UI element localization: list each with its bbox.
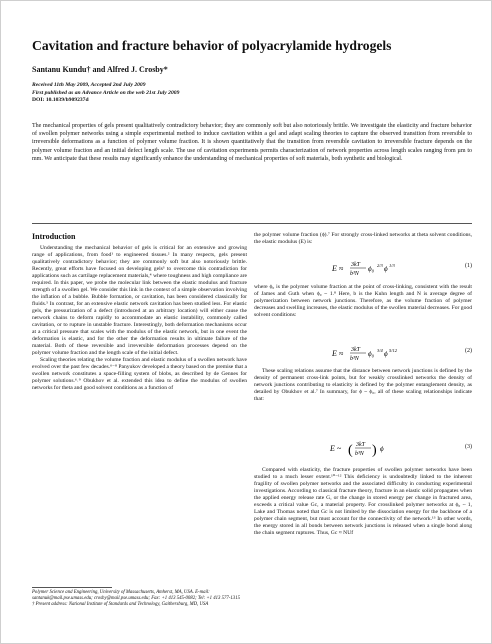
affiliation-footnote: Polymer Science and Engineering, University of Massachusetts, Amherst, MA, USA. E-mail: santanuk@mail.pse.umass.edu; crosby@mail.pse.umass.edu; Fax: +1 413 545-0082; Tel: +1 413 577-1315 xyxy=(32,590,240,602)
received-dates: Received 11th May 2009, Accepted 2nd July 2009 xyxy=(32,82,146,88)
svg-text:(: ( xyxy=(348,443,353,458)
svg-text:5/12: 5/12 xyxy=(389,348,398,353)
equation-1-formula xyxy=(254,257,404,279)
svg-text:3kT: 3kT xyxy=(356,442,365,448)
article-authors: Santanu Kundu† and Alfred J. Crosby* xyxy=(32,65,168,74)
published-date: First published as an Advance Article on the web 21st July 2009 xyxy=(32,89,180,96)
footnote-divider xyxy=(32,587,112,588)
paragraph: Understanding the mechanical behavior of gels is critical for an extensive and growing range of applications, from food¹ to engineered tissues.² In many respects, gels present qualitatively contradictory behavior; they are commonly soft but also notoriously brittle. Recently, great efforts have focused on developing gels³ to overcome this contradiction for applications such as cartilage replacement materials,⁴ where toughness and high compliance are required. In this paper, we probe the molecular link between the elastic modulus and fracture strength of a swollen gel. We consider this link in the context of a simple observation involving the inflation of a bubble. Bubble formation, or cavitation, has been considered classically for fluids.⁵ In contrast, for an extensive elastic network cavitation has been studied less. For elastic gels, the pressurization of a defect (introduced at an arbitrary location) will either cause the network chains to deform rapidly to accommodate an elastic instability, commonly called cavitation, or to rupture in unstable fracture. Interestingly, both deformation mechanisms occur at a critical pressure that scales with the modulus of the elastic network, but in one event the deformation is elastic, and for the other the deformation results in ultimate failure of the material. Both of these reversible and irreversible deformation processes depend on the polymer volume fraction and the length scale of the initial defect. xyxy=(32,245,247,356)
svg-text:1/3: 1/3 xyxy=(389,263,395,268)
svg-text:ϕ: ϕ xyxy=(380,445,384,453)
right-paragraph-3: These scaling relations assume that the distance between network junctions is defined by the density of permanent cross-link points, but for weakly crosslinked networks the density of network junctions contributing to elasticity is defined by the polymer entanglement density, as detailed by Obukhov et al.⁷ In summary, for ϕ ~ ϕ₀, all of these scaling relationships indicate that: xyxy=(254,368,472,402)
svg-text:E ~: E ~ xyxy=(330,444,342,453)
abstract: The mechanical properties of gels present qualitatively contradictory behavior; they are commonly soft but also notoriously brittle. We investigate the elasticity and fracture behavior of swollen polymer networks using a simple experimental method to induce cavitation within a gel and adapt scaling theories to capture the observed transition from reversible to irreversible deformations as a function of polymer volume fraction. It is shown quantitatively that the transition from reversible cavitation to irreversible fracture depends on the polymer volume fraction and an initial defect length scale. The use of cavitation experiments permits characterization of network properties across length scales ranging from µm to mm. We anticipate that these results may significantly enhance the understanding of mechanical properties of soft materials, both synthetic and biological. xyxy=(32,123,472,162)
equation-2-number: (2) xyxy=(465,348,472,354)
svg-text:): ) xyxy=(372,443,377,458)
svg-text:2/3: 2/3 xyxy=(377,263,383,268)
doi: DOI: 10.1039/b909237d xyxy=(32,97,89,104)
footnotes xyxy=(32,590,247,609)
left-column xyxy=(32,245,247,581)
equation-2-formula xyxy=(254,342,404,364)
abstract-divider xyxy=(32,223,472,224)
equation-3-number: (3) xyxy=(465,444,472,450)
equation-2 xyxy=(254,342,472,364)
section-heading: Introduction xyxy=(32,232,76,241)
right-paragraph-4: Compared with elasticity, the fracture properties of swollen polymer networks have been studied to a much lesser extent.¹⁰⁻¹² This deficiency is undoubtedly linked to the inherent fragility of swollen polymer networks and the associated difficulty in conducting experimental investigations. According to classical fracture theory, fracture in an elastic solid propagates when the applied energy release rate G, or the change in stored energy per change in fractured area, exceeds a critical value Gc, a material property. For crosslinked polymer networks at ϕ₀ ~ 1, Lake and Thomas noted that Gc is not limited by the dissociation energy for the backbone of a polymer chain segment, but must account for the connectivity of the network.¹³ In other words, the energy stored in all bonds between network junctions is released when a single bond along the chain segment ruptures. Thus, Gc ≈ NUf xyxy=(254,467,472,536)
present-address-footnote: † Present address: National Institute of Standards and Technology, Gaithersburg, MD, USA xyxy=(32,602,209,608)
right-paragraph-2: where ϕ₀ is the polymer volume fraction at the point of cross-linking, consistent with the result of James and Guth when ϕ₀ ~ 1.⁸ Here, b is the Kuhn length and N is average degree of polymerization between network junctions. Therefore, as the volume fraction of polymer decreases and swelling increases, the elastic modulus of the swollen material decreases. For good solvent conditions: xyxy=(254,284,472,318)
article-title: Cavitation and fracture behavior of polyacrylamide hydrogels xyxy=(32,38,392,53)
svg-text:b³N: b³N xyxy=(355,451,364,457)
svg-text:E ≈: E ≈ xyxy=(332,264,344,273)
equation-1-number: (1) xyxy=(465,263,472,269)
svg-text:E ≈: E ≈ xyxy=(332,349,344,358)
svg-text:ϕ₀: ϕ₀ xyxy=(368,265,375,273)
svg-text:3/4: 3/4 xyxy=(377,348,383,353)
svg-text:b³N: b³N xyxy=(350,271,359,277)
svg-text:ϕ: ϕ xyxy=(384,350,388,358)
article-meta xyxy=(32,82,472,105)
right-paragraph-1: the polymer volume fraction (ϕ).⁷ For strongly cross-linked networks at theta solvent conditions, the elastic modulus (E) is: xyxy=(254,232,472,245)
svg-text:3kT: 3kT xyxy=(351,347,360,353)
svg-text:b³N: b³N xyxy=(350,356,359,362)
svg-text:ϕ₀: ϕ₀ xyxy=(368,350,375,358)
equation-3 xyxy=(254,436,472,462)
svg-text:ϕ: ϕ xyxy=(384,265,388,273)
equation-1 xyxy=(254,257,472,279)
svg-text:3kT: 3kT xyxy=(351,262,360,268)
equation-3-formula xyxy=(254,436,404,462)
paragraph: Scaling theories relating the volume fraction and elastic modulus of a swollen network have evolved over the past few decades.⁶⁻⁸ Panyukov developed a theory based on the premise that a swollen network constitutes a space-filling system of blobs, as described by de Gennes for polymer solutions.⁶˒⁹ Obukhov et al. extended this idea to define the modulus of swollen networks for theta and good solvent conditions as a function of xyxy=(32,357,247,391)
